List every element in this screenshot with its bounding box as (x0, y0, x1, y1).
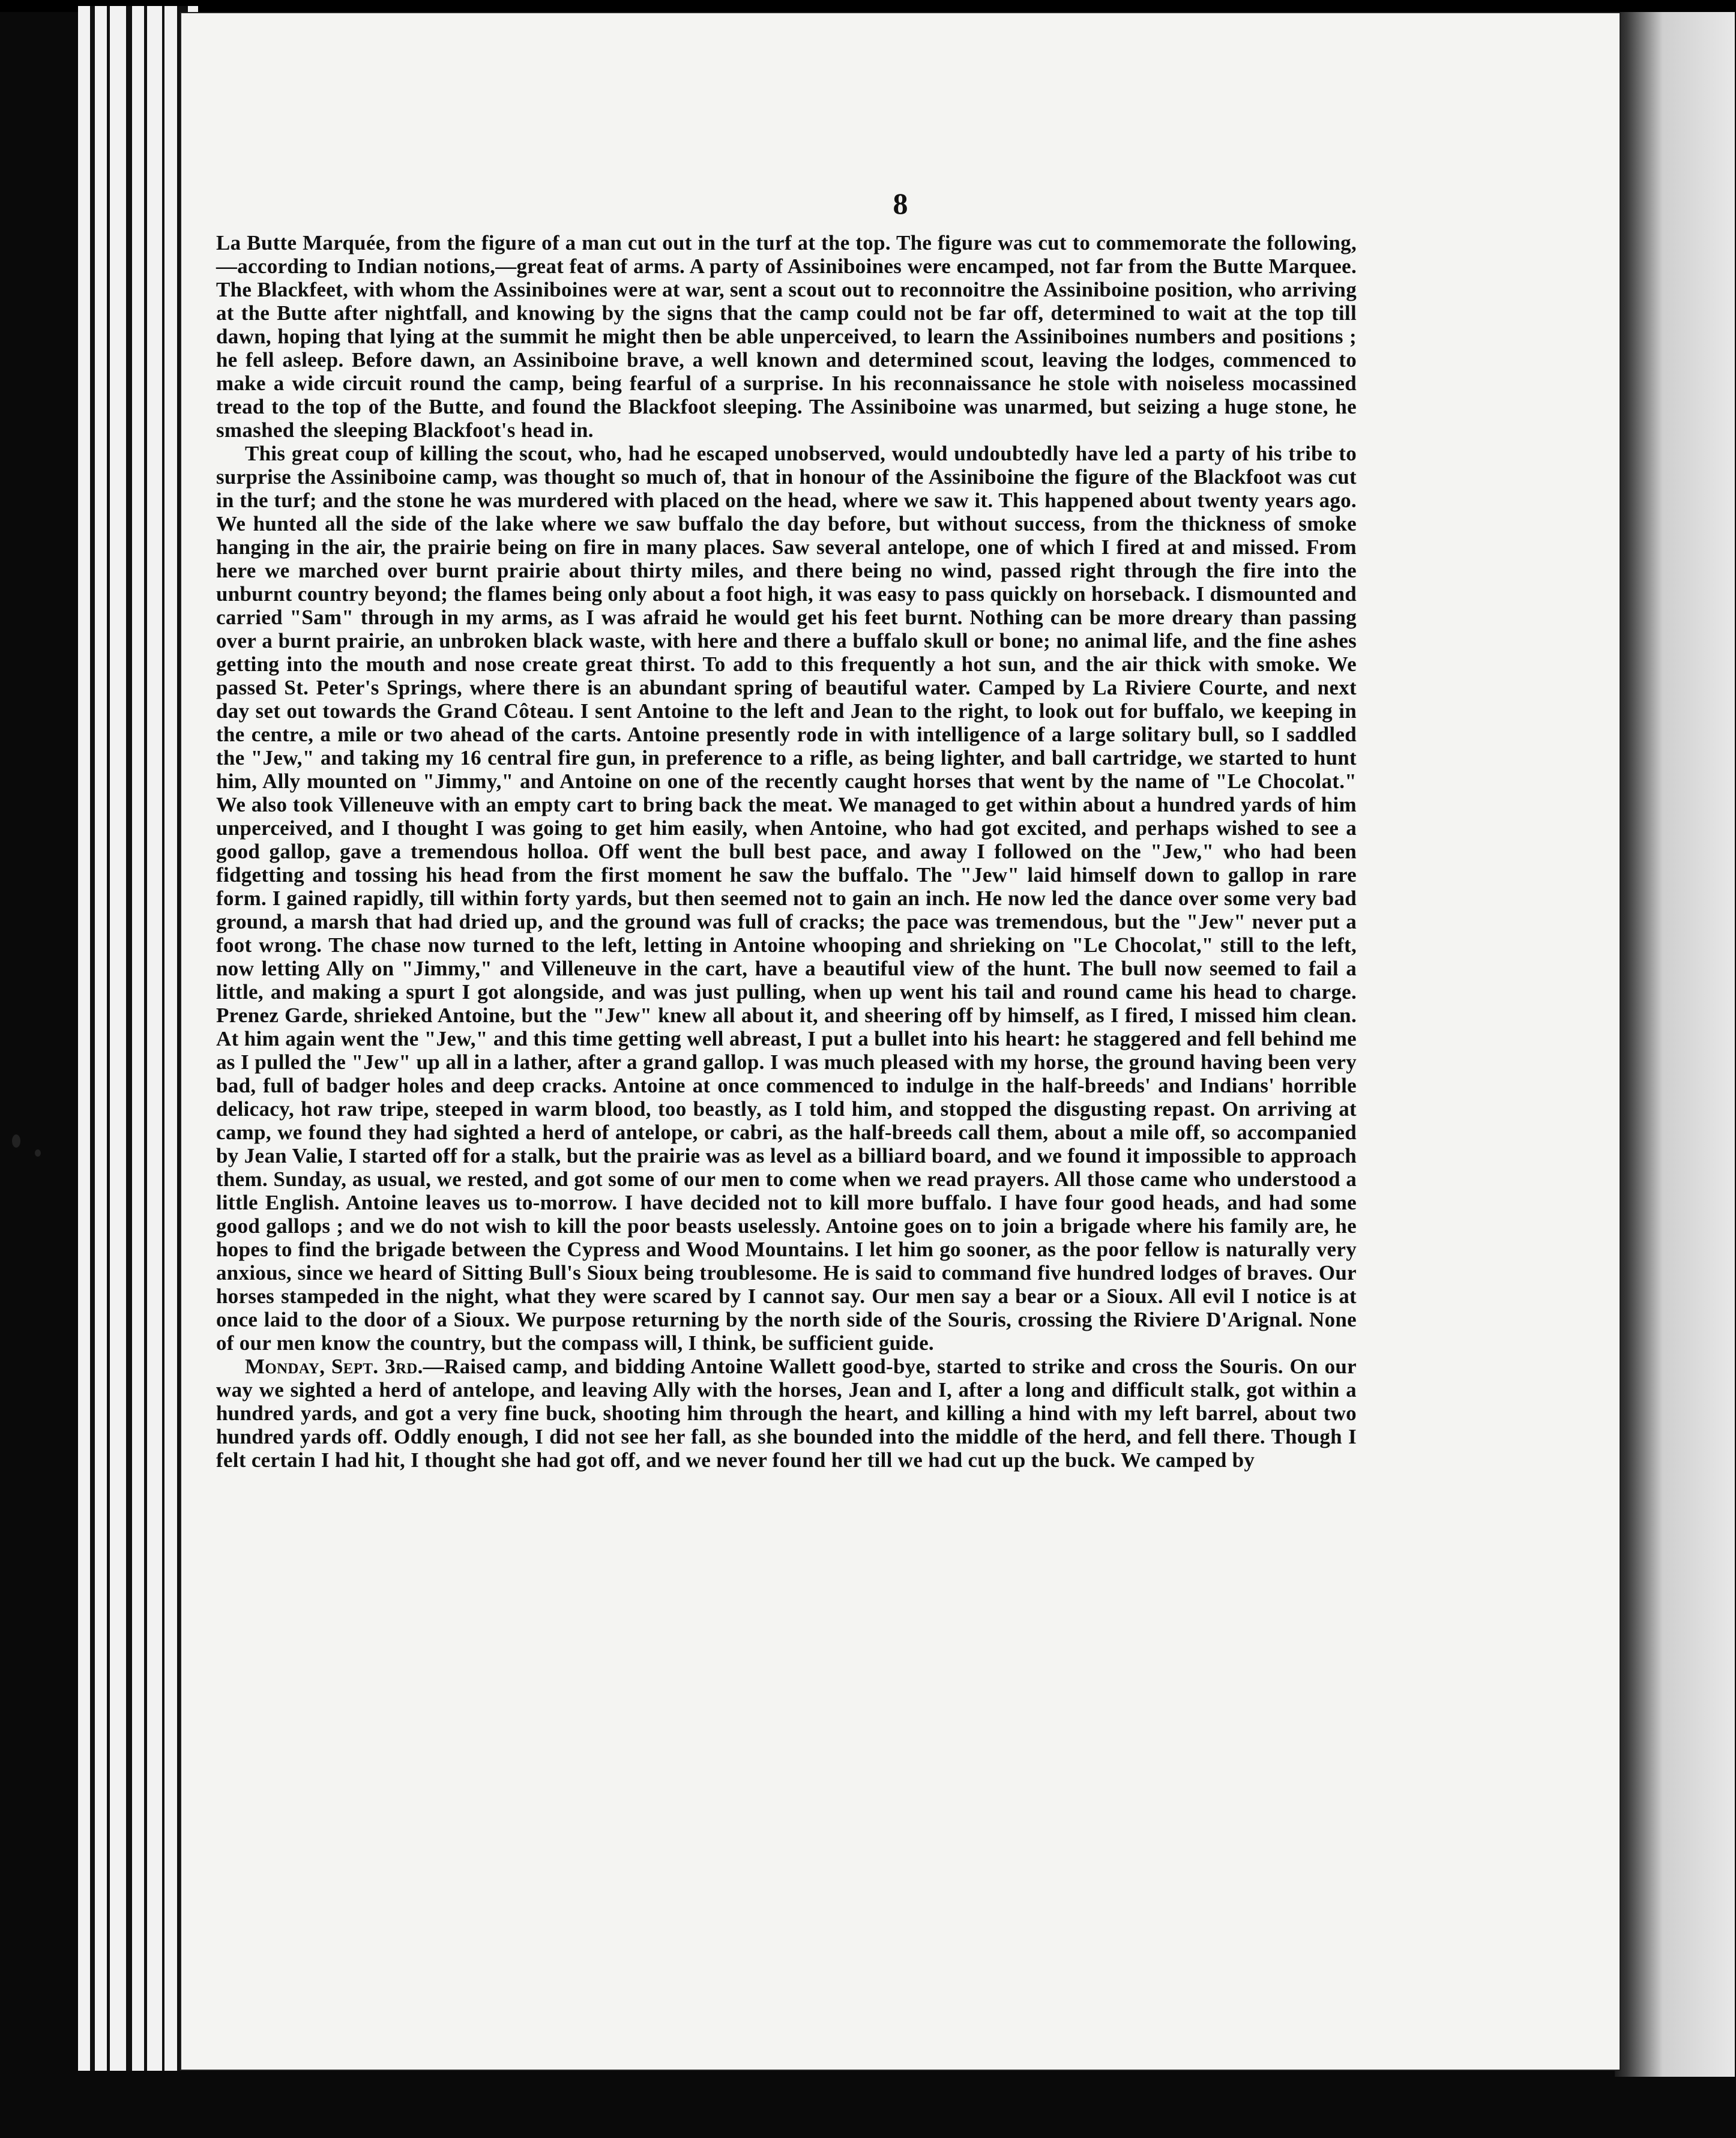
scan-border-top (0, 0, 1736, 12)
dated-entry-heading: Monday, Sept. 3rd. (245, 1355, 423, 1378)
paragraph: This great coup of killing the scout, who, had he escaped unobserved, would undoubtedly have led a party of his tribe to surprise the Assiniboine camp, was thought so much of, that in honour of the Assiniboine the figure of the Blackfoot was cut in the turf; and the stone he was murdered with placed on the head, where we saw it. This happened about twenty years ago. We hunted all the side of the lake where we saw buffalo the day before, but without success, from the thickness of smoke hanging in the air, the prairie being on fire in many places. Saw several antelope, one of which I fired at and missed. From here we marched over burnt prairie about thirty miles, and there being no wind, passed right through the fire into the unburnt country beyond; the flames being only about a foot high, it was easy to pass quickly on horseback. I dismounted and carried "Sam" through in my arms, as I was afraid he would get his feet burnt. Nothing can be more dreary than passing over a burnt prairie, an unbroken black waste, with here and there a buffalo skull or bone; no animal life, and the fine ashes getting into the mouth and nose create great thirst. To add to this frequently a hot sun, and the air thick with smoke. We passed St. Peter's Springs, where there is an abundant spring of beautiful water. Camped by La Riviere Courte, and next day set out towards the Grand Côteau. I sent Antoine to the left and Jean to the right, to look out for buffalo, we keeping in the centre, a mile or two ahead of the carts. Antoine presently rode in with intelligence of a large solitary bull, so I saddled the "Jew," and taking my 16 central fire gun, in preference to a rifle, as being lighter, and ball cartridge, we started to hunt him, Ally mounted on "Jimmy," and Antoine on one of the recently caught horses that went by the name of "Le Chocolat." We also took Villeneuve with an empty cart to bring back the meat. We managed to get within about a hundred yards of him unperceived, and I thought I was going to get him easily, when Antoine, who had got excited, and perhaps wished to see a good gallop, gave a tremendous holloa. Off went the bull best pace, and away I followed on the "Jew," who had been fidgetting and tossing his head from the first moment he saw the buffalo. The "Jew" laid himself down to gallop in rare form. I gained rapidly, till within forty yards, but then seemed not to gain an inch. He now led the dance over some very bad ground, a marsh that had dried up, and the ground was full of cracks; the pace was tremendous, but the "Jew" never put a foot wrong. The chase now turned to the left, letting in Antoine whooping and shrieking on "Le Chocolat," still to the left, now letting Ally on "Jimmy," and Villeneuve in the cart, have a beautiful view of the hunt. The bull now seemed to fail a little, and making a spurt I got alongside, and was just pulling, when up went his tail and round came his head to charge. Prenez Garde, shrieked Antoine, but the "Jew" knew all about it, and sheering off by himself, as I fired, I missed him clean. At him again went the "Jew," and this time getting well abreast, I put a bullet into his heart: he staggered and fell behind me as I pulled the "Jew" up all in a lather, after a grand gallop. I was much pleased with my horse, the ground having been very bad, full of badger holes and deep cracks. Antoine at once commenced to indulge in the half-breeds' and Indians' horrible delicacy, hot raw tripe, steeped in warm blood, too beastly, as I told him, and stopped the disgusting repast. On arriving at camp, we found they had sighted a herd of antelope, or cabri, as the half-breeds call them, about a mile off, so accompanied by Jean Valie, I started off for a stalk, but the prairie was as level as a billiard board, and we found it impossible to approach them. Sunday, as usual, we rested, and got some of our men to come when we read prayers. All those came who understood a little English. Antoine leaves us to-morrow. I have decided not to kill more buffalo. I have four good heads, and had some good gallops ; and we do not wish to kill the poor beasts uselessly. Antoine goes on to join a brigade where his family are, he hopes to find the brigade between the Cypress and Wood Mountains. I let him go sooner, as the poor fellow is naturally very anxious, since we heard of Sitting Bull's Sioux being troublesome. He is said to command five hundred lodges of braves. Our horses stampeded in the night, what they were scared by I cannot say. Our men say a bear or a Sioux. All evil I notice is at once laid to the door of a Sioux. We purpose returning by the north side of the Souris, crossing the Riviere D'Arignal. None of our men know the country, but the compass will, I think, be sufficient guide. (216, 442, 1357, 1355)
page-edge-shadow (1615, 12, 1735, 2077)
body-text (216, 231, 1357, 1472)
paragraph: La Butte Marquée, from the figure of a man cut out in the turf at the top. The figure was cut to commemorate the following,—according to Indian notions,—great feat of arms. A party of Assiniboines were encamped, not far from the Butte Marquee. The Blackfeet, with whom the Assiniboines were at war, sent a scout out to reconnoitre the Assiniboine position, who arriving at the Butte after nightfall, and knowing by the signs that the camp could not be far off, determined to wait at the top till dawn, hoping that lying at the summit he might then be able unperceived, to learn the Assiniboines numbers and positions ; he fell asleep. Before dawn, an Assiniboine brave, a well known and determined scout, leaving the lodges, commenced to make a wide circuit round the camp, being fearful of a surprise. In his reconnaissance he stole with noiseless mocassined tread to the top of the Butte, and found the Blackfoot sleeping. The Assiniboine was unarmed, but seizing a huge stone, he smashed the sleeping Blackfoot's head in. (216, 231, 1357, 442)
scan-speck (35, 1149, 41, 1157)
paragraph: Monday, Sept. 3rd.—Raised camp, and bidding Antoine Wallett good-bye, started to strike and cross the Souris. On our way we sighted a herd of antelope, and leaving Ally with the horses, Jean and I, after a long and difficult stalk, got within a hundred yards, and got a very fine buck, shooting him through the heart, and killing a hind with my left barrel, about two hundred yards off. Oddly enough, I did not see her fall, as she bounded into the middle of the herd, and fell there. Though I felt certain I had hit, I thought she had got off, and we never found her till we had cut up the buck. We camped by (216, 1355, 1357, 1472)
scan-speck (12, 1134, 20, 1148)
page-number: 8 (893, 187, 908, 220)
